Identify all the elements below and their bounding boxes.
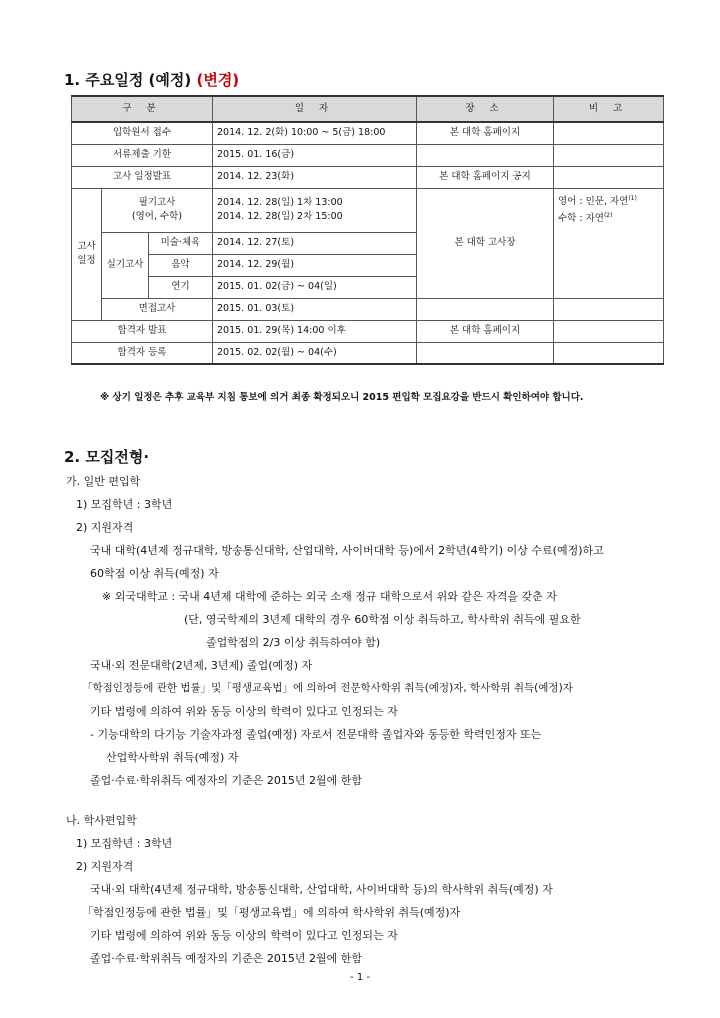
general-qual-line: 산업학사학위 취득(예정) 자 <box>106 751 239 764</box>
table-row <box>72 298 664 320</box>
bachelor-qualification-title: 2) 지원자격 <box>76 860 134 873</box>
row-remarks <box>554 320 664 342</box>
row-label: 합격자 발표 <box>72 320 213 342</box>
table-row <box>72 188 664 232</box>
row-sublabel: 음악 <box>149 254 213 276</box>
row-date: 2014. 12. 2(화) 10:00 ~ 5(금) 18:00 <box>213 122 417 144</box>
row-remarks <box>554 122 664 144</box>
row-remarks: 영어 : 인문, 자연$^{(1)}$ 수학 : 자연$^{(2)}$ <box>554 188 664 298</box>
row-date: 2014. 12. 28(일) 1차 13:00 2014. 12. 28(일) 2차 15:00 <box>213 188 417 232</box>
row-date: 2015. 01. 29(목) 14:00 이후 <box>213 320 417 342</box>
general-qual-line: 기타 법령에 의하여 위와 동등 이상의 학력이 있다고 인정되는 자 <box>90 705 398 718</box>
section2-title: 2. 모집전형· <box>64 448 150 466</box>
row-date: 2015. 01. 02(금) ~ 04(일) <box>213 276 417 298</box>
section1-title <box>64 69 239 90</box>
row-place: 본 대학 홈페이지 공지 <box>417 166 554 188</box>
general-qual-line: 졸업학점의 2/3 이상 취득하여야 함) <box>206 636 381 649</box>
bachelor-qual-line: 졸업·수료·학위취득 예정자의 기준은 2015년 2월에 한함 <box>90 952 362 965</box>
row-place <box>417 144 554 166</box>
row-remarks <box>554 166 664 188</box>
general-qualification-title: 2) 지원자격 <box>76 521 134 534</box>
general-qual-line: 60학점 이상 취득(예정) 자 <box>90 567 219 580</box>
row-date: 2014. 12. 27(토) <box>213 232 417 254</box>
practical-label: 실기고사 <box>102 232 149 298</box>
bachelor-year: 1) 모집학년 : 3학년 <box>76 837 173 850</box>
row-label: 면접고사 <box>102 298 213 320</box>
header-date: 일 자 <box>213 96 417 122</box>
changed-marker: (변경) <box>196 71 240 89</box>
row-sublabel: 미술·체육 <box>149 232 213 254</box>
row-label: 고사 일정발표 <box>72 166 213 188</box>
row-date: 2015. 01. 16(금) <box>213 144 417 166</box>
row-remarks <box>554 298 664 320</box>
row-label: 입학원서 접수 <box>72 122 213 144</box>
general-qual-line: 국내·외 전문대학(2년제, 3년제) 졸업(예정) 자 <box>90 659 313 672</box>
table-row <box>72 166 664 188</box>
table-row <box>72 342 664 364</box>
schedule-note: ※ 상기 일정은 추후 교육부 지침 통보에 의거 최종 확정되오니 2015 편입학 모집요강을 반드시 확인하여야 합니다. <box>100 392 584 403</box>
general-qual-line: 국내 대학(4년제 정규대학, 방송통신대학, 산업대학, 사이버대학 등)에서 2학년(4학기) 이상 수료(예정)하고 <box>90 544 604 557</box>
table-row <box>72 144 664 166</box>
row-place: 본 대학 홈페이지 <box>417 320 554 342</box>
row-remarks <box>554 144 664 166</box>
row-remarks <box>554 342 664 364</box>
bachelor-qual-line: 「학점인정등에 관한 법률」및「평생교육법」에 의하여 학사학위 취득(예정)자 <box>82 906 461 919</box>
bachelor-qual-line: 기타 법령에 의하여 위와 동등 이상의 학력이 있다고 인정되는 자 <box>90 929 398 942</box>
header-category: 구 분 <box>72 96 213 122</box>
row-label: 합격자 등록 <box>72 342 213 364</box>
schedule-table <box>71 95 664 365</box>
row-label: 필기고사 (영어, 수학) <box>102 188 213 232</box>
section1-title-text: 1. 주요일정 (예정) <box>64 71 192 89</box>
row-sublabel: 연기 <box>149 276 213 298</box>
row-date: 2015. 01. 03(토) <box>213 298 417 320</box>
row-place: 본 대학 홈페이지 <box>417 122 554 144</box>
bachelor-qual-line: 국내·외 대학(4년제 정규대학, 방송통신대학, 산업대학, 사이버대학 등)의 학사학위 취득(예정) 자 <box>90 883 553 896</box>
page-number: - 1 - <box>350 972 370 983</box>
row-place <box>417 298 554 320</box>
general-qual-line: ※ 외국대학교 : 국내 4년제 대학에 준하는 외국 소재 정규 대학으로서 위와 같은 자격을 갖춘 자 <box>102 590 557 603</box>
table-header-row <box>72 96 664 122</box>
row-date: 2015. 02. 02(월) ~ 04(수) <box>213 342 417 364</box>
row-place <box>417 342 554 364</box>
general-transfer-title: 가. 일반 편입학 <box>66 475 141 488</box>
table-row <box>72 122 664 144</box>
row-label: 서류제출 기한 <box>72 144 213 166</box>
general-qual-line: (단, 영국학제의 3년제 대학의 경우 60학점 이상 취득하고, 학사학위 취득에 필요한 <box>184 613 581 626</box>
general-qual-line: - 기능대학의 다기능 기술자과정 졸업(예정) 자로서 전문대학 졸업자와 동등한 학력인정자 또는 <box>90 728 542 741</box>
exam-group-label: 고사 일정 <box>72 188 102 320</box>
bachelor-transfer-title: 나. 학사편입학 <box>66 814 137 827</box>
header-remarks: 비 고 <box>554 96 664 122</box>
row-date: 2014. 12. 29(월) <box>213 254 417 276</box>
row-date: 2014. 12. 23(화) <box>213 166 417 188</box>
general-qual-line: 「학점인정등에 관한 법률」및「평생교육법」에 의하여 전문학사학위 취득(예정)자, 학사학위 취득(예정)자 <box>82 682 573 694</box>
general-qual-line: 졸업·수료·학위취득 예정자의 기준은 2015년 2월에 한함 <box>90 774 362 787</box>
header-place: 장 소 <box>417 96 554 122</box>
exam-place: 본 대학 고사장 <box>417 188 554 298</box>
general-year: 1) 모집학년 : 3학년 <box>76 498 173 511</box>
table-row <box>72 320 664 342</box>
